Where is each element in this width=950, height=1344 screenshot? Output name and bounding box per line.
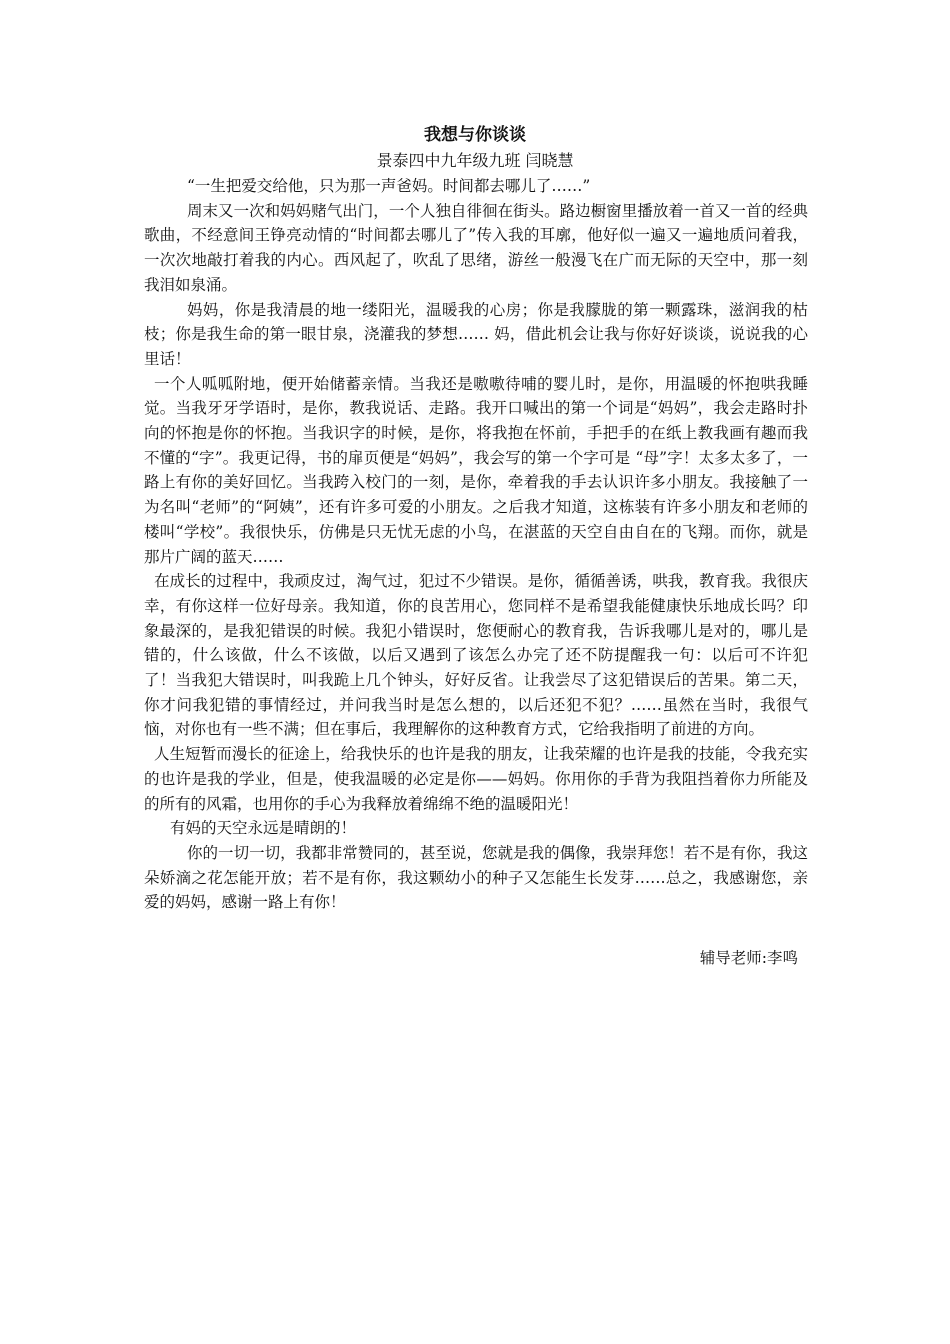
paragraph-childhood: 一个人呱呱附地，便开始储蓄亲情。当我还是嗷嗷待哺的婴儿时，是你，用温暖的怀抱哄我睡觉。当我牙牙学语时，是你，教我说话、走路。我开口喊出的第一个词是“妈妈”，我会走路时扑向的怀抱是你的怀抱。当我识字的时候，是你，将我抱在怀前，手把手的在纸上教我画有趣而我不懂的“字”。我更记得，书的扉页便是“妈妈”，我会写的第一个字可是 “母”字！太多太多了，一路上有你的美好回忆。当我跨入校门的一刻，是你，牵着我的手去认识许多小朋友。我接触了一为名叫“老师”的“阿姨”，还有许多可爱的小朋友。之后我才知道，这栋装有许多小朋友和老师的楼叫“学校”。我很快乐，仿佛是只无忧无虑的小鸟，在湛蓝的天空自由自在的飞翔。而你，就是那片广阔的蓝天…… [144,374,808,566]
essay-title: 我想与你谈谈 [424,125,526,145]
author-byline: 景泰四中九年级九班 闫晓慧 [376,151,574,170]
paragraph-intro: 周末又一次和妈妈赌气出门，一个人独自徘徊在街头。路边橱窗里播放着一首又一首的经典歌曲，不经意间王铮亮动情的“时间都去哪儿了”传入我的耳廓，他好似一遍又一遍地质问着我，一次次地敲打着我的内心。西风起了，吹乱了思绪，游丝一般漫飞在广而无际的天空中，那一刻我泪如泉涌。 [144,201,808,294]
advisor-signature: 辅导老师:李鸣 [699,949,798,967]
paragraph-conclusion: 你的一切一切，我都非常赞同的，甚至说，您就是我的偶像，我崇拜您！若不是有你，我这朵娇滴之花怎能开放；若不是有你，我这颗幼小的种子又怎能生长发芽……总之，我感谢您，亲爱的妈妈，感谢一路上有你！ [144,843,808,912]
paragraph-growing-up: 在成长的过程中，我顽皮过，淘气过，犯过不少错误。是你，循循善诱，哄我，教育我。我很庆幸，有你这样一位好母亲。我知道，你的良苦用心，您同样不是希望我能健康快乐地成长吗？印象最深的，是我犯错误的时候。我犯小错误时，您便耐心的教育我，告诉我哪儿是对的，哪儿是错的，什么该做，什么不该做，以后又遇到了该怎么办完了还不防提醒我一句：以后可不许犯了！当我犯大错误时，叫我跪上几个钟头，好好反省。让我尝尽了这犯错误后的苦果。第二天，你才问我犯错的事情经过，并问我当时是怎么想的，以后还犯不犯？……虽然在当时，我很气恼，对你也有一些不满；但在事后，我理解你的这种教育方式，它给我指明了前进的方向。 [144,572,808,739]
essay-body [144,174,808,915]
paragraph-sky: 有妈的天空永远是晴朗的！ [170,819,357,838]
paragraph-quote: “一生把爱交给他，只为那一声爸妈。时间都去哪儿了……” [187,177,591,195]
paragraph-address: 妈妈，你是我清晨的地一缕阳光，温暖我的心房；你是我朦胧的第一颗露珠，滋润我的枯枝；你是我生命的第一眼甘泉，浇灌我的梦想…… 妈，借此机会让我与你好好谈谈，说说我的心里话！ [144,300,808,368]
paragraph-journey: 人生短暂而漫长的征途上，给我快乐的也许是我的朋友，让我荣耀的也许是我的技能，令我充实的也许是我的学业，但是，使我温暖的必定是你——妈妈。你用你的手背为我阻挡着你力所能及的所有的风霜，也用你的手心为我释放着绵绵不绝的温暖阳光！ [144,745,808,813]
